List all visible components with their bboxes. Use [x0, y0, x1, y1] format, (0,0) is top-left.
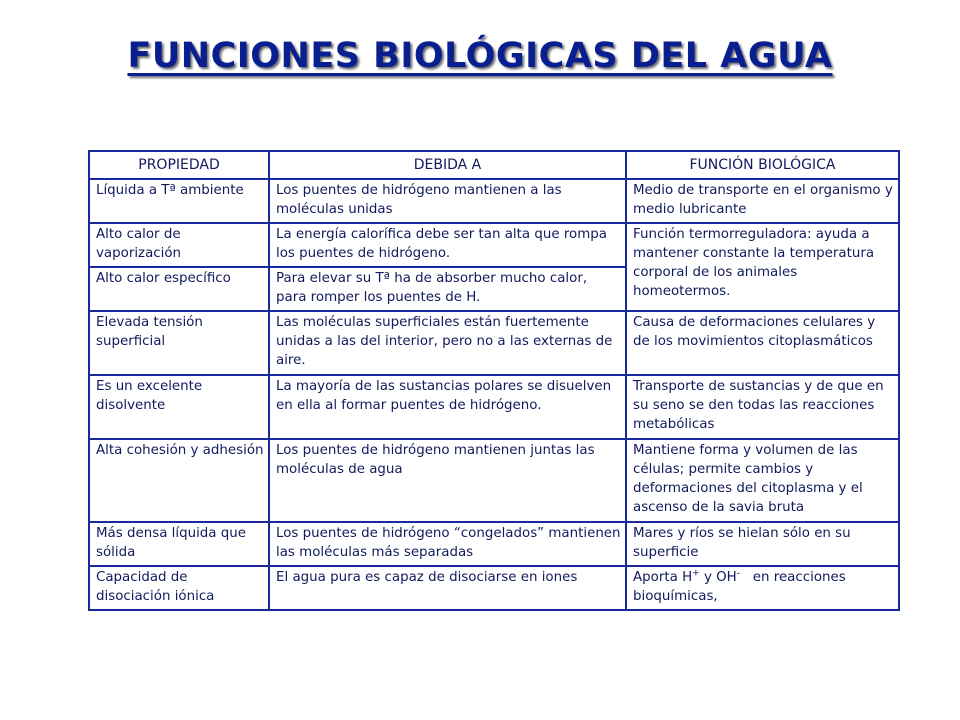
- cell-funcion: Causa de deformaciones celulares y de los movimientos citoplasmáticos: [626, 311, 899, 375]
- cell-debida-a: Los puentes de hidrógeno “congelados” mantienen las moléculas más separadas: [269, 522, 626, 566]
- cell-propiedad: Elevada tensión superficial: [89, 311, 269, 375]
- cell-funcion: Mantiene forma y volumen de las células; permite cambios y deformaciones del citoplasma y el ascenso de la savia bruta: [626, 439, 899, 522]
- funcion-mid: y OH: [699, 570, 737, 585]
- table-row: [89, 522, 899, 566]
- header-propiedad: PROPIEDAD: [89, 151, 269, 179]
- cell-debida-a: Los puentes de hidrógeno mantienen a las moléculas unidas: [269, 179, 626, 223]
- cell-funcion: [626, 566, 899, 610]
- table-header-row: [89, 151, 899, 179]
- cell-propiedad: Alto calor específico: [89, 267, 269, 311]
- cell-funcion: Mares y ríos se hielan sólo en su superficie: [626, 522, 899, 566]
- cell-debida-a: El agua pura es capaz de disociarse en iones: [269, 566, 626, 610]
- table-row: [89, 566, 899, 610]
- header-debida-a: DEBIDA A: [269, 151, 626, 179]
- cell-propiedad: Más densa líquida que sólida: [89, 522, 269, 566]
- cell-debida-a: La mayoría de las sustancias polares se disuelven en ella al formar puentes de hidrógeno.: [269, 375, 626, 439]
- cell-debida-a: Las moléculas superficiales están fuertemente unidas a las del interior, pero no a las externas de aire.: [269, 311, 626, 375]
- cell-propiedad: Capacidad de disociación iónica: [89, 566, 269, 610]
- funcion-prefix: Aporta H: [633, 570, 693, 585]
- cell-propiedad: Alta cohesión y adhesión: [89, 439, 269, 522]
- cell-debida-a: La energía calorífica debe ser tan alta que rompa los puentes de hidrógeno.: [269, 223, 626, 267]
- funcion-suffix: en reacciones bioquímicas,: [633, 570, 850, 604]
- cell-debida-a: Los puentes de hidrógeno mantienen juntas las moléculas de agua: [269, 439, 626, 522]
- page-title: FUNCIONES BIOLÓGICAS DEL AGUA: [127, 36, 833, 76]
- table-row: [89, 375, 899, 439]
- cell-propiedad: Es un excelente disolvente: [89, 375, 269, 439]
- cell-debida-a: Para elevar su Tª ha de absorber mucho calor, para romper los puentes de H.: [269, 267, 626, 311]
- cell-funcion: Función termorreguladora: ayuda a mantener constante la temperatura corporal de los animales homeotermos.: [626, 223, 899, 311]
- table-row: [89, 439, 899, 522]
- funcion-sup-plus: +: [692, 568, 700, 579]
- table-row: [89, 223, 899, 267]
- water-functions-table: [88, 150, 900, 611]
- cell-propiedad: Alto calor de vaporización: [89, 223, 269, 267]
- table-row: [89, 179, 899, 223]
- table-row: [89, 311, 899, 375]
- cell-funcion: Transporte de sustancias y de que en su seno se den todas las reacciones metabólicas: [626, 375, 899, 439]
- header-funcion-biologica: FUNCIÓN BIOLÓGICA: [626, 151, 899, 179]
- cell-funcion: Medio de transporte en el organismo y medio lubricante: [626, 179, 899, 223]
- cell-propiedad: Líquida a Tª ambiente: [89, 179, 269, 223]
- funcion-sup-minus: -: [736, 568, 740, 579]
